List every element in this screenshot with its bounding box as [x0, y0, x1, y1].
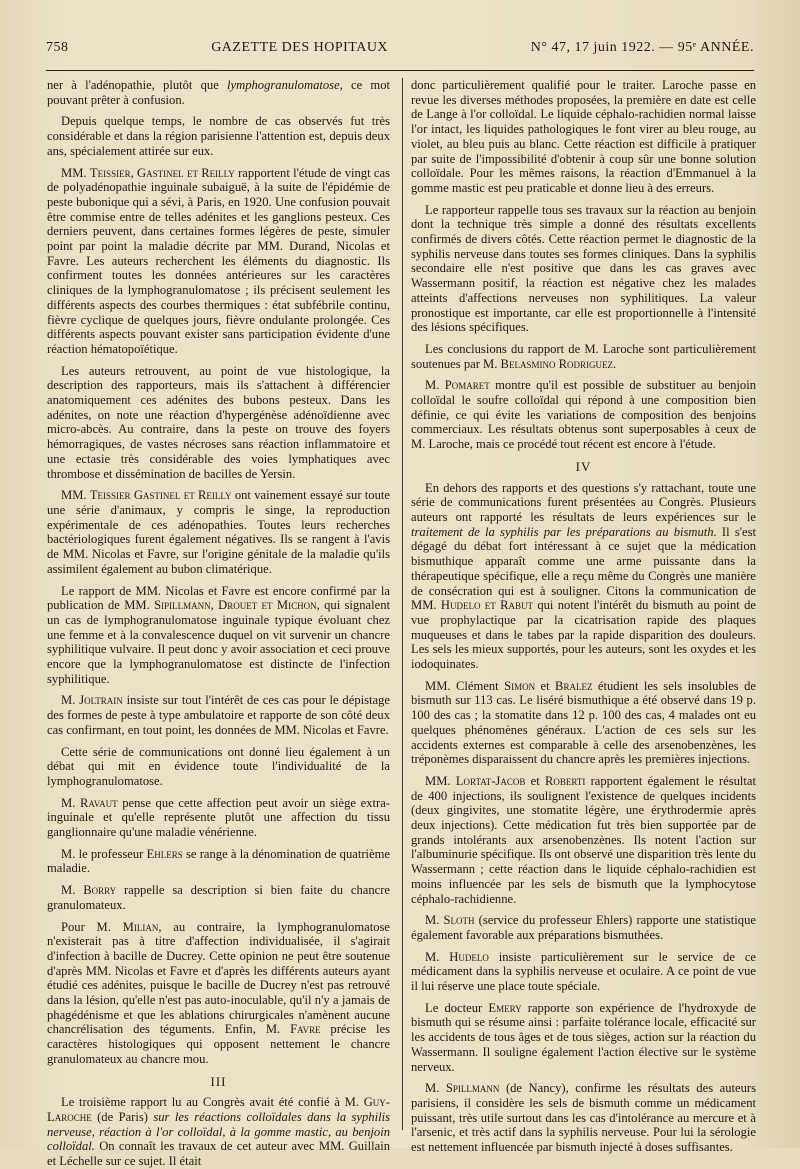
author-names: Sipillmann, Drouet et Michon,: [154, 598, 320, 613]
section-heading: IV: [575, 458, 592, 474]
author-names: Roberti: [544, 773, 586, 788]
issue-info: N° 47, 17 juin 1922. — 95ᵉ ANNÉE.: [530, 40, 754, 55]
column-divider: [402, 78, 403, 1130]
paragraph: M. Ravaut pense que cette affection peut avoir un siège extra-inguinale et qu'elle représente plutôt une affection du tissu ganglionnaire qu'une maladie vénérienne.: [47, 795, 390, 840]
journal-title: GAZETTE DES HOPITAUX: [211, 40, 389, 55]
author-names: Favre: [290, 1022, 321, 1037]
paragraph: M. le professeur Ehlers se range à la dénomination de quatrième maladie.: [47, 846, 390, 876]
paragraph: En dehors des rapports et des questions s'y rattachant, toute une série de communications furent présentées au Congrès. Plusieurs auteurs ont rapporté les résultats de leurs expériences sur le traitement de la syphilis par les préparations au bismuth. Il s'est dégagé du débat fort intéressant à ce sujet que la médication bismuthique apparaît comme une arme puissante dans la thérapeutique spécifique, elle a reçu même du Congrès une manière de consécration qui est à souligner. Citons la communication de MM. Hudelo et Rabut qui notent l'intérêt du bismuth au point de vue prophylactique par la cicatrisation rapide des plaques muqueuses et dans le tabes par la rapide disparition des douleurs. Les sels les mieux supportés, pour les auteurs, sont les oxydes et les iodoquinates.: [411, 480, 756, 672]
author-names: Lortat-Jacob: [455, 773, 526, 788]
author-names: Simon: [504, 678, 536, 693]
paragraph: Les auteurs retrouvent, au point de vue histologique, la description des rapporteurs, mais ils s'attachent à différencier anatomiquement ces adénites des bubons pesteux. Dans les adénites, on note une réaction d'hypergénèse adénoïdienne avec micro-abcès. Au contraire, dans la peste on trouve des foyers hémorragiques, de vastes nécroses sans réaction inflammatoire et une ectasie très considérable des voies lymphatiques avec thrombose et dissémination de bacilles de Yersin.: [47, 363, 390, 481]
author-names: Sloth: [443, 913, 475, 928]
paragraph: MM. Teissier, Gastinel et Reilly rapportent l'étude de vingt cas de polyadénopathie inguinale subaiguë, à la suite de l'épidémie de peste bubonique qui a sévi, à Paris, en 1920. Une confusion pouvait être commise entre de telles adénites et les ganglions pesteux. Ces derniers peuvent, dans certaines formes légères de peste, simuler point par point la maladie décrite par MM. Durand, Nicolas et Favre. Les auteurs recherchent les éléments du diagnostic. Ils confirment toutes les données antérieures sur les caractères cliniques de la lymphogranulomatose ; ils précisent seulement les différents aspects des courbes thermiques : état subfébrile continu, fièvre cyclique de quelques jours, fièvre ondulante prolongée. Ces différents aspects pouvant exister sans participation évidente d'une réaction hématopoïétique.: [47, 165, 390, 356]
paragraph: ner à l'adénopathie, plutôt que lymphogranulomatose, ce mot pouvant prêter à confusion.: [47, 78, 390, 107]
paragraph: M. Hudelo insiste particulièrement sur le service de ce médicament dans la syphilis nerveuse et oculaire. A ce point de vue il lui réserve une place toute spéciale.: [411, 949, 757, 994]
paragraph: M. Joltrain insiste sur tout l'intérêt de ces cas pour le dépistage des formes de peste à type ambulatoire et rapporte de son côté deux cas confirmant, en tout point, les données de MM. Nicolas et Favre.: [47, 693, 390, 737]
page-header: [46, 40, 754, 64]
paragraph: MM. Teissier Gastinel et Reilly ont vainement essayé sur toute une série d'animaux, y compris le singe, la reproduction expérimentale de ces adénopathies. Toutes leurs recherches bactériologiques furent également négatives. Ils se rangent à l'avis de MM. Nicolas et Favre, sur l'origine génitale de la maladie qu'ils assimilent également au bubon climatérique.: [47, 488, 390, 576]
header-rule: [46, 70, 754, 71]
paragraph: MM. Clément Simon et Bralez étudient les sels insolubles de bismuth sur 113 cas. Le liséré bismuthique a été observé dans 19 p. 100 des cas ; la stomatite dans 12 p. 100 des cas, 4 malades ont eu quelques phénomènes généraux. L'action de ces sels sur les accidents externes est comparable à celle des arsenobenzènes, les tréponèmes disparaissent du chancre après les premières injections.: [411, 678, 757, 767]
author-names: Joltrain: [79, 693, 123, 708]
author-names: Hudelo et Rabut: [440, 598, 534, 613]
paragraph: M. Pomaret montre qu'il est possible de substituer au benjoin colloïdal le soufre colloïdal qui répond à une composition bien définie, ce qui évite les variations de composition des benjoins commerciaux. Les résultats obtenus sont superposables à ceux de M. Laroche, mais ce procédé tout récent est encore à l'étude.: [411, 378, 756, 452]
section-heading: III: [210, 1073, 227, 1089]
author-names: Teissier, Gastinel et Reilly: [89, 165, 235, 180]
page-number: 758: [46, 40, 69, 55]
paragraph: Le docteur Emery rapporte son expérience de l'hydroxyde de bismuth qui se résume ainsi : parfaite tolérance locale, efficacité sur les accidents de tous âges et de tous sièges, action sur la réaction du Wassermann. Il souligne également l'action élective sur le système nerveux.: [411, 1000, 756, 1074]
author-names: Belasmino Rodriguez.: [500, 356, 617, 371]
paragraph: Le rapport de MM. Nicolas et Favre est encore confirmé par la publication de MM. Sipillmann, Drouet et Michon, qui signalent un cas de lymphogranulomatose inguinale typique évoluant chez une femme et à la convalescence duquel on vit survenir un chancre syphilitique vulvaire. Il peut donc y avoir association et ceci prouve encore que la lymphogranulomatose est distincte de l'infection syphilitique.: [47, 583, 390, 686]
author-names: Ehlers: [146, 846, 183, 861]
author-names: Pomaret: [444, 378, 490, 393]
author-names: Emery: [488, 1000, 522, 1015]
author-names: Bralez: [555, 678, 593, 693]
paragraph: Pour M. Milian, au contraire, la lymphogranulomatose n'existerait pas à titre d'affection individualisée, il s'agirait d'infection à bacille de Ducrey. Cette opinion ne peut être soutenue d'après MM. Nicolas et Favre et d'après les différents auteurs ayant étudié ces adénites, puisque le bacille de Ducrey n'est pas retrouvé dans la lésion, qu'elle n'est pas auto-inoculable, qu'il n'y a jamais de phagédénisme et que les ablations chirurgicales n'amènent aucune chancrélisation des téguments. Enfin, M. Favre précise les caractères histologiques qui opposent nettement le chancre granulomateux au chancre mou.: [47, 919, 391, 1066]
author-names: Borry: [83, 883, 117, 898]
author-names: Ravaut: [80, 795, 118, 810]
paragraph: Les conclusions du rapport de M. Laroche sont particulièrement soutenues par M. Belasmino Rodriguez.: [411, 341, 756, 371]
paragraph: Depuis quelque temps, le nombre de cas observés fut très considérable et dans la région parisienne l'attention est, depuis deux ans, spécialement attirée sur eux.: [47, 114, 390, 158]
paragraph: M. Sloth (service du professeur Ehlers) rapporte une statistique également favorable aux préparations bismuthées.: [411, 913, 756, 942]
paragraph: M. Spillmann (de Nancy), confirme les résultats des auteurs parisiens, il considère les sels de bismuth comme un médicament puissant, très utile surtout dans les cas d'intolérance au mercure et à l'arsenic, et très actif dans la syphilis nerveuse. Pour lui la sérologie est nettement influencée par bismuth injecté à doses suffisantes.: [411, 1081, 756, 1155]
paragraph: Le rapporteur rappelle tous ses travaux sur la réaction au benjoin dont la technique très simple a donné des résultats excellents confirmés de divers côtés. Cette réaction permet le diagnostic de la syphilis nerveuse dans toutes ses formes cliniques. Dans la syphilis secondaire elle n'est positive que dans les cas graves avec Wassermann positif, la réaction est négative chez les malades atteints d'affections nerveuses non syphilitiques. La valeur pronostique est importante, car elle est proportionnelle à l'intensité des lésions spécifiques.: [411, 202, 756, 335]
paragraph: Le troisième rapport lu au Congrès avait été confié à M. Guy-Laroche (de Paris) sur les réactions colloïdales dans la syphilis nerveuse, réaction à l'or colloïdal, à la gomme mastic, au benjoin colloïdal. On connaît les travaux de cet auteur avec MM. Guillain et Léchelle sur ce sujet. Il était: [47, 1095, 390, 1169]
paragraph: MM. Lortat-Jacob et Roberti rapportent également le résultat de 400 injections, ils soulignent l'existence de quelques incidents (deux gingivites, une stomatite légère, une érythrodermie après deux injections). Cette médication fut très bien supportée par de grands intolérants aux arsenobenzènes. Ils notent l'action sur l'albuminurie spécifique. Ils ont observé une disparition très lente du Wassermann ; cette réaction dans le liquide céphalo-rachidien est moins influencée par les sels de bismuth que la lymphocytose céphalo-rachidienne.: [411, 773, 757, 906]
author-names: Guy-Laroche: [47, 1095, 390, 1124]
left-column: [47, 78, 391, 1169]
author-names: Teissier Gastinel et Reilly: [89, 488, 232, 503]
author-names: Milian,: [122, 919, 162, 934]
right-column: [411, 78, 757, 1155]
paragraph: Cette série de communications ont donné lieu également à un débat qui mit en évidence toute l'individualité de la lymphogranulomatose.: [47, 744, 390, 788]
paragraph: M. Borry rappelle sa description si bien faite du chancre granulomateux.: [47, 883, 390, 912]
author-names: Spillmann: [445, 1081, 500, 1096]
author-names: Hudelo: [449, 949, 489, 964]
paragraph: donc particulièrement qualifié pour le traiter. Laroche passe en revue les diverses méthodes proposées, la première en date est celle de Lange à l'or colloïdal. Le liquide céphalo-rachidien normal laisse l'or intact, les liquides pathologiques le font virer au bleu rouge, au violet, au bleu puis au blanc. Cette réaction est difficile à pratiquer par suite de l'impossibilité d'obtenir à coup sûr une bonne solution colloïdale. Pour les mêmes raisons, la réaction d'Emmanuel à la gomme mastic est peu praticable et donne lieu à des erreurs.: [411, 78, 756, 195]
